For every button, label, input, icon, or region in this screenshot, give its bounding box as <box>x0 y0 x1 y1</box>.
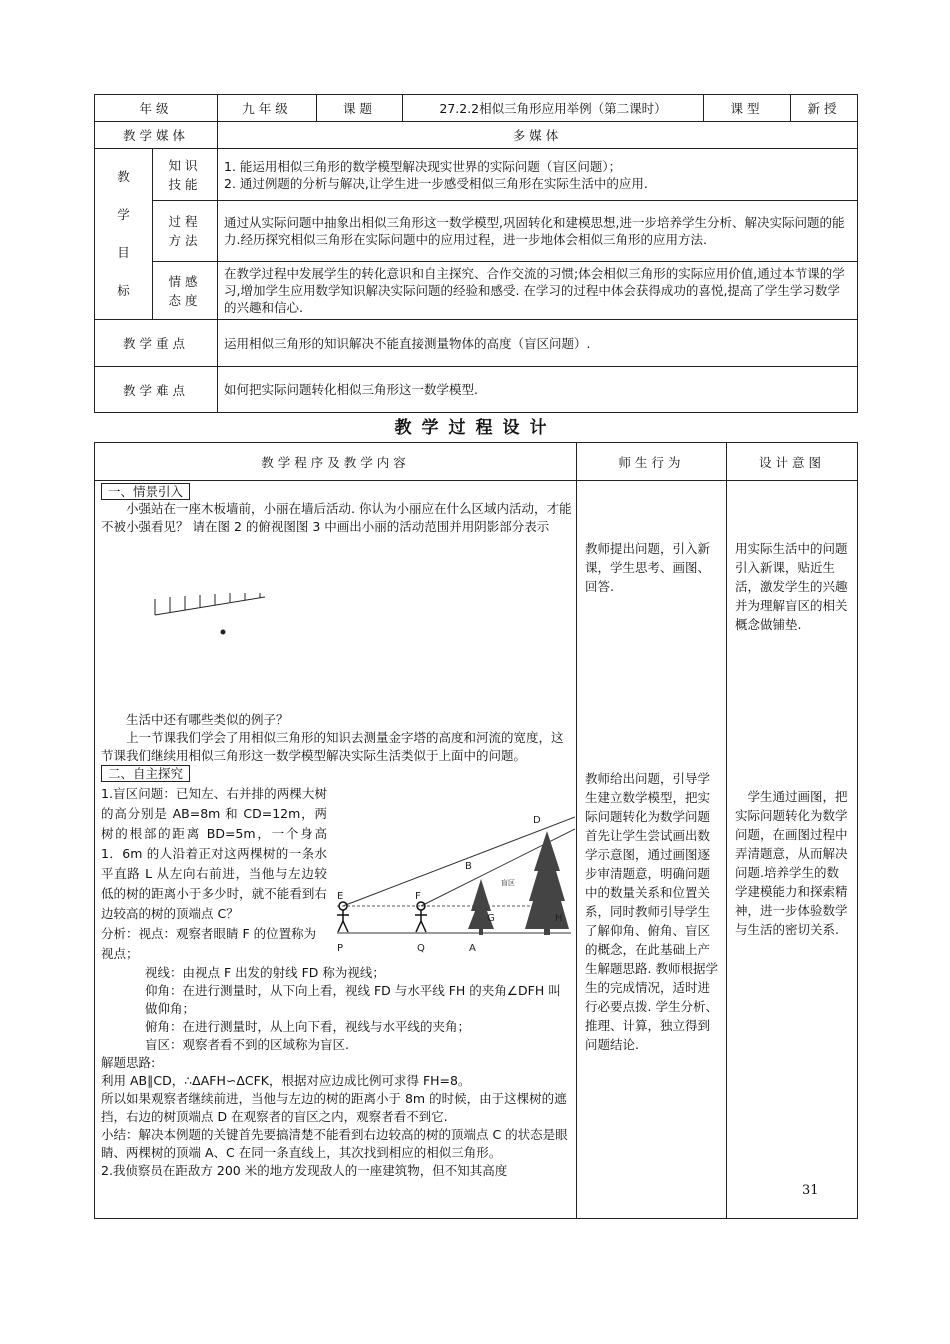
difficulty-label: 教学难点 <box>95 367 218 413</box>
topic-value: 27.2.2相似三角形应用举例（第二课时） <box>403 95 704 122</box>
depression-angle-def: 俯角：在进行测量时，从上向下看，视线与水平线的夹角； <box>145 1019 471 1034</box>
idea-line-1: 利用 AB∥CD，∴ΔAFH∽ΔCFK，根据对应边成比例可求得 FH=8。 <box>101 1073 471 1088</box>
emotion-label: 情感 态度 <box>153 262 218 320</box>
summary-text: 小结：解决本例题的关键首先要搞清楚不能看到右边较高的树的顶端点 C 的状态是眼睛、两棵树的顶端 A、C 在同一条直线上，其次找到相应的相似三角形。 <box>101 1127 568 1160</box>
wall-line <box>155 597 265 615</box>
intent-2: 学生通过画图，把实际问题转化为数学问题，在画图过程中弄清题意，从而解决问题.培养学生的数学建模能力和探索精神，进一步体验数学与生活的密切关系. <box>735 789 848 937</box>
lesson-info-table <box>94 94 858 413</box>
knowledge-line-2: 2. 通过例题的分析与解决,让学生进一步感受相似三角形在实际生活中的应用. <box>224 175 648 191</box>
label-E: E <box>337 891 344 902</box>
intent-cell <box>727 481 858 1219</box>
goals-side-label <box>95 149 153 320</box>
section-2-heading: 二、自主探究 <box>101 765 190 782</box>
teacher-behavior-1: 教师提出问题，引入新课，学生思考、画图、回答. <box>585 541 711 594</box>
small-tree <box>468 879 494 935</box>
col-intent-header: 设计意图 <box>727 443 858 481</box>
page-number: 31 <box>802 1183 819 1198</box>
label-B: B <box>465 861 472 872</box>
label-P: P <box>337 943 344 954</box>
type-value: 新授 <box>791 95 858 122</box>
label-F: F <box>415 891 421 902</box>
emotion-content: 在教学过程中发展学生的转化意识和自主探究、合作交流的习惯;体会相似三角形的实际应用价值,通过本节课的学习,增加学生应用数学知识解决实际问题的经验和感受. 在学习的过程中体会获得成功的喜悦,提高了学生学习数学的兴趣和信心. <box>218 262 858 320</box>
label-D: D <box>533 815 541 826</box>
knowledge-label: 知识 技能 <box>153 149 218 201</box>
teacher-behavior-2: 教师给出问题，引导学生建立数学模型，把实际问题转化为数学问题首先让学生尝试画出数学示意图，通过画图逐步审清题意，明确问题中的数量关系和位置关系，同时教师引导学生了解仰角、俯角、盲区的概念，在此基础上产生解题思路. 教师根据学生的完成情况，适时进行必要点拨. 学生分析、推理、计算，独立得到问题结论. <box>585 771 718 1052</box>
process-content: 通过从实际问题中抽象出相似三角形这一数学模型,巩固转化和建模思想,进一步培养学生分析、解决实际问题的能力.经历探究相似三角形在实际问题中的应用过程，进一步地体会相似三角形的应用方法. <box>218 201 858 262</box>
scene-paragraph-2: 上一节课我们学会了用相似三角形的知识去测量金字塔的高度和河流的宽度，这节课我们继续用相似三角形这一数学模型解决实际生活类似于上面中的问题。 <box>101 730 564 763</box>
type-label: 课型 <box>704 95 791 122</box>
section-1-heading: 一、情景引入 <box>101 483 190 500</box>
problem-2-text: 2.我侦察员在距敌方 200 米的地方发现敌人的一座建筑物，但不知其高度 <box>101 1163 508 1178</box>
goals-char-4: 标 <box>117 283 130 298</box>
key-point-content: 运用相似三角形的知识解决不能直接测量物体的高度（盲区问题）. <box>218 320 858 367</box>
label-G: G <box>487 913 495 924</box>
label-A: A <box>469 943 476 954</box>
elevation-angle-def: 仰角：在进行测量时，从下向上看，视线 FD 与水平线 FH 的夹角∠DFH 叫做仰角； <box>145 983 561 1016</box>
wall-ticks <box>155 593 260 615</box>
design-title: 教学过程设计 <box>394 418 557 438</box>
knowledge-content <box>218 149 858 201</box>
scene-question: 生活中还有哪些类似的例子？ <box>126 712 289 727</box>
behavior-cell <box>577 481 727 1219</box>
sight-line-def: 视线：由视点 F 出发的射线 FD 称为视线； <box>145 965 385 980</box>
goals-char-1: 教 <box>117 169 130 184</box>
wall-sketch <box>145 585 275 635</box>
intent-1: 用实际生活中的问题引入新课，贴近生活，激发学生的兴趣并为理解盲区的相关概念做铺垫. <box>735 541 848 632</box>
grade-label: 年级 <box>95 95 218 122</box>
scene-paragraph: 小强站在一座木板墙前，小丽在墙后活动. 你认为小丽应在什么区域内活动，才能不被小强看见？ 请在图 2 的俯视图图 3 中画出小丽的活动范围并用阴影部分表示 <box>101 501 572 534</box>
media-value: 多媒体 <box>218 122 858 149</box>
analysis-text: 分析：视点：观察者眼睛 F 的位置称为视点； <box>101 926 317 961</box>
label-H: H <box>555 913 563 924</box>
col-behavior-header: 师生行为 <box>577 443 727 481</box>
content-cell <box>95 481 577 1219</box>
person-F <box>415 902 427 932</box>
idea-title: 解题思路: <box>101 1055 156 1070</box>
key-point-label: 教学重点 <box>95 320 218 367</box>
topic-label: 课题 <box>317 95 403 122</box>
blind-zone-def: 盲区：观察者看不到的区域称为盲区. <box>145 1037 349 1052</box>
media-label: 教学媒体 <box>95 122 218 149</box>
goals-char-2: 学 <box>117 207 130 222</box>
problem-1-text: 1.盲区问题：已知左、右并排的两棵大树的高分别是 AB=8m 和 CD=12m，两树的根部的距离 BD=5m，一个身高 1．6m 的人沿着正对这两棵树的一条水平直路 L 从左向右前进，当他与左边较低的树的距离小于多少时，就不能看到右边较高的树的顶端点 C？ <box>101 786 327 921</box>
col-content-header: 教学程序及教学内容 <box>95 443 577 481</box>
label-blind: 盲区 <box>501 879 515 887</box>
process-table <box>94 442 858 1219</box>
goals-char-3: 目 <box>117 245 130 260</box>
knowledge-line-1: 1. 能运用相似三角形的数学模型解决现实世界的实际问题（盲区问题）； <box>224 158 622 174</box>
person-dot <box>221 630 226 635</box>
process-label: 过程 方法 <box>153 201 218 262</box>
blind-zone-figure <box>331 811 575 981</box>
difficulty-content: 如何把实际问题转化相似三角形这一数学模型. <box>218 367 858 413</box>
grade-value: 九年级 <box>218 95 317 122</box>
label-Q: Q <box>417 943 425 954</box>
idea-line-2: 所以如果观察者继续前进，当他与左边的树的距离小于 8m 的时候，由于这棵树的遮挡，右边的树顶端点 D 在观察者的盲区之内，观察者看不到它. <box>101 1091 567 1124</box>
